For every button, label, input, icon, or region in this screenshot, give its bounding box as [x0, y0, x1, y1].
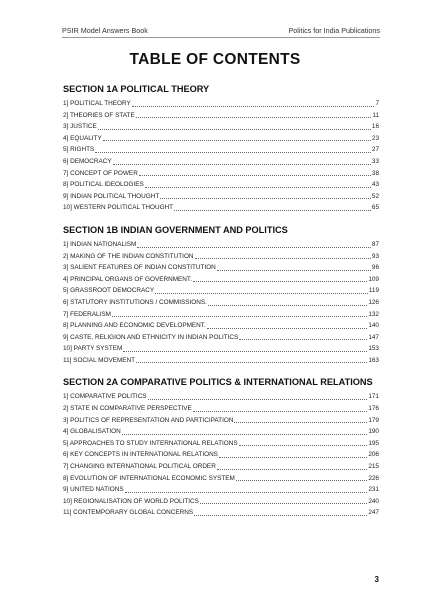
toc-entry-label: 10] REGIONALISATION OF WORLD POLITICS: [63, 497, 199, 505]
dot-leader: [200, 502, 367, 504]
dot-leader: [193, 410, 368, 412]
dot-leader: [122, 433, 368, 435]
dot-leader: [234, 421, 367, 423]
toc-entry[interactable]: [63, 320, 379, 332]
toc-entry-page: 140: [368, 322, 379, 330]
toc-entry[interactable]: [63, 202, 379, 214]
dot-leader: [207, 327, 368, 329]
toc-entry[interactable]: [63, 415, 379, 427]
toc-entry-label: 8] PLANNING AND ECONOMIC DEVELOPMENT.: [63, 322, 206, 330]
toc-entry-label: 3] JUSTICE: [63, 123, 97, 131]
toc-entry-page: 33: [371, 157, 379, 165]
toc-entry-label: 6] STATUTORY INSTITUTIONS / COMMISSIONS.: [63, 298, 207, 306]
toc-entry-label: 2] THEORIES OF STATE: [63, 111, 135, 119]
toc-entry-page: 93: [371, 252, 379, 260]
dot-leader: [219, 456, 367, 458]
toc-entry-label: 8] EVOLUTION OF INTERNATIONAL ECONOMIC SYSTEM: [63, 474, 235, 482]
toc-entry[interactable]: [63, 98, 379, 110]
dot-leader: [136, 361, 367, 363]
toc-entry-label: 4] PRINCIPAL ORGANS OF GOVERNMENT.: [63, 275, 192, 283]
toc-entry-label: 6] KEY CONCEPTS IN INTERNATIONAL RELATIONS: [63, 451, 218, 459]
toc-entry-label: 2] MAKING OF THE INDIAN CONSTITUTION: [63, 252, 194, 260]
dot-leader: [145, 186, 371, 188]
toc-entry[interactable]: [63, 484, 379, 496]
running-header: [62, 26, 380, 35]
toc-entry-page: 195: [368, 439, 379, 447]
dot-leader: [155, 292, 368, 294]
toc-entry-label: 3] SALIENT FEATURES OF INDIAN CONSTITUTION: [63, 264, 216, 272]
table-of-contents: [63, 84, 379, 530]
toc-entry[interactable]: [63, 332, 379, 344]
toc-entry-page: 65: [371, 204, 379, 212]
toc-entry[interactable]: [63, 403, 379, 415]
toc-entry-label: 5] RIGHTS: [63, 146, 95, 154]
toc-entry-page: 147: [368, 333, 379, 341]
toc-entry[interactable]: [63, 391, 379, 403]
dot-leader: [217, 468, 368, 470]
toc-entry-page: 7: [375, 100, 379, 107]
toc-entry-label: 10] PARTY SYSTEM: [63, 345, 123, 353]
toc-entry-label: 1] COMPARATIVE POLITICS: [63, 393, 147, 401]
toc-entry-page: 16: [371, 123, 379, 131]
section-heading: SECTION 2A COMPARATIVE POLITICS & INTERNATIONAL RELATIONS: [63, 377, 373, 388]
header-divider: [62, 37, 380, 38]
toc-entry[interactable]: [63, 461, 379, 473]
toc-entry-page: 96: [371, 264, 379, 272]
toc-section: [63, 377, 379, 519]
toc-entry-page: 153: [368, 345, 379, 353]
dot-leader: [174, 209, 371, 211]
toc-entry-page: 23: [371, 134, 379, 142]
dot-leader: [139, 174, 371, 176]
toc-entry-label: 4] EQUALITY: [63, 134, 102, 142]
dot-leader: [103, 139, 371, 141]
header-publisher: Politics for India Publications: [288, 26, 380, 35]
toc-entry[interactable]: [63, 144, 379, 156]
dot-leader: [137, 246, 371, 248]
toc-entry-page: 43: [371, 181, 379, 189]
toc-entry-label: 7] FEDERALISM: [63, 310, 111, 318]
toc-entry-label: 6] DEMOCRACY: [63, 157, 112, 165]
toc-entry-page: 247: [368, 509, 379, 517]
toc-entry-label: 11] SOCIAL MOVEMENT: [63, 356, 136, 364]
dot-leader: [239, 444, 368, 446]
toc-entry-page: 52: [371, 192, 379, 200]
dot-leader: [160, 197, 371, 199]
dot-leader: [113, 163, 371, 165]
toc-entry[interactable]: [63, 133, 379, 145]
toc-entry-page: 119: [368, 287, 379, 295]
toc-entry[interactable]: [63, 473, 379, 485]
dot-leader: [148, 398, 368, 400]
toc-entry-page: 163: [368, 356, 379, 364]
toc-entry[interactable]: [63, 168, 379, 180]
toc-entry-label: 9] UNITED NATIONS: [63, 486, 124, 494]
toc-entry-page: 109: [368, 275, 379, 283]
toc-entry-label: 2] STATE IN COMPARATIVE PERSPECTIVE: [63, 405, 192, 413]
toc-entry[interactable]: [63, 297, 379, 309]
toc-entry-label: 1] INDIAN NATIONALISM: [63, 240, 137, 248]
toc-entry-label: 9] CASTE, RELIGION AND ETHNICITY IN INDIAN POLITICS: [63, 333, 239, 341]
dot-leader: [195, 257, 371, 259]
toc-entry[interactable]: [63, 438, 379, 450]
toc-entry[interactable]: [63, 343, 379, 355]
toc-entry[interactable]: [63, 156, 379, 168]
toc-entry-page: 240: [368, 497, 379, 505]
toc-entry-label: 3] POLITICS OF REPRESENTATION AND PARTICIPATION: [63, 416, 234, 424]
toc-entry-page: 206: [368, 451, 379, 459]
toc-entry-page: 215: [368, 463, 379, 471]
toc-entry-page: 226: [368, 474, 379, 482]
dot-leader: [217, 269, 371, 271]
dot-leader: [112, 315, 367, 317]
toc-entry-label: 5] APPROACHES TO STUDY INTERNATIONAL RELATIONS: [63, 439, 238, 447]
toc-entry-page: 11: [372, 111, 379, 119]
page-title: TABLE OF CONTENTS: [129, 51, 301, 68]
toc-entry-label: 7] CHANGING INTERNATIONAL POLITICAL ORDER: [63, 463, 216, 471]
dot-leader: [125, 491, 368, 493]
toc-entry[interactable]: [63, 507, 379, 519]
section-heading: SECTION 1B INDIAN GOVERNMENT AND POLITICS: [63, 224, 288, 235]
dot-leader: [95, 151, 371, 153]
toc-entry-page: 190: [368, 428, 379, 436]
toc-entry[interactable]: [63, 262, 379, 274]
toc-entry-page: 231: [368, 486, 379, 494]
toc-entry-page: 179: [368, 416, 379, 424]
toc-entry-label: 5] GRASSROOT DEMOCRACY: [63, 287, 155, 295]
toc-entry-label: 1] POLITICAL THEORY: [63, 100, 131, 107]
toc-entry[interactable]: [63, 110, 379, 122]
toc-entry-label: 9] INDIAN POLITICAL THOUGHT: [63, 192, 160, 200]
toc-entry-label: 4] GLOBALISATION: [63, 428, 121, 436]
toc-entry-page: 132: [368, 310, 379, 318]
page-number: 3: [374, 575, 379, 584]
toc-entry-label: 7] CONCEPT OF POWER: [63, 169, 138, 177]
dot-leader: [136, 116, 372, 118]
toc-section: [63, 225, 379, 367]
dot-leader: [194, 514, 367, 516]
toc-entry-page: 176: [368, 405, 379, 413]
dot-leader: [193, 280, 367, 282]
toc-entry[interactable]: [63, 179, 379, 191]
dot-leader: [239, 338, 367, 340]
toc-entry-label: 8] POLITICAL IDEOLOGIES: [63, 181, 144, 189]
toc-entry[interactable]: [63, 426, 379, 438]
toc-entry[interactable]: [63, 496, 379, 508]
dot-leader: [208, 304, 367, 306]
dot-leader: [132, 105, 375, 107]
toc-entry[interactable]: [63, 355, 379, 367]
toc-entry-page: 126: [368, 298, 379, 306]
toc-entry[interactable]: [63, 121, 379, 133]
toc-entry[interactable]: [63, 449, 379, 461]
dot-leader: [98, 128, 371, 130]
toc-entry[interactable]: [63, 251, 379, 263]
toc-entry-label: 10] WESTERN POLITICAL THOUGHT: [63, 204, 174, 212]
toc-entry-page: 38: [371, 169, 379, 177]
toc-entry[interactable]: [63, 274, 379, 286]
toc-entry-page: 87: [371, 240, 379, 248]
header-book-title: PSIR Model Answers Book: [62, 26, 148, 35]
toc-section: [63, 84, 379, 214]
toc-entry[interactable]: [63, 309, 379, 321]
toc-entry-page: 171: [368, 393, 379, 401]
toc-entry-page: 27: [371, 146, 379, 154]
toc-entry-label: 11] CONTEMPORARY GLOBAL CONCERNS: [63, 509, 194, 517]
toc-entry[interactable]: [63, 191, 379, 203]
toc-entry[interactable]: [63, 239, 379, 251]
dot-leader: [123, 350, 367, 352]
toc-entry[interactable]: [63, 285, 379, 297]
dot-leader: [236, 479, 367, 481]
section-heading: SECTION 1A POLITICAL THEORY: [63, 84, 210, 94]
